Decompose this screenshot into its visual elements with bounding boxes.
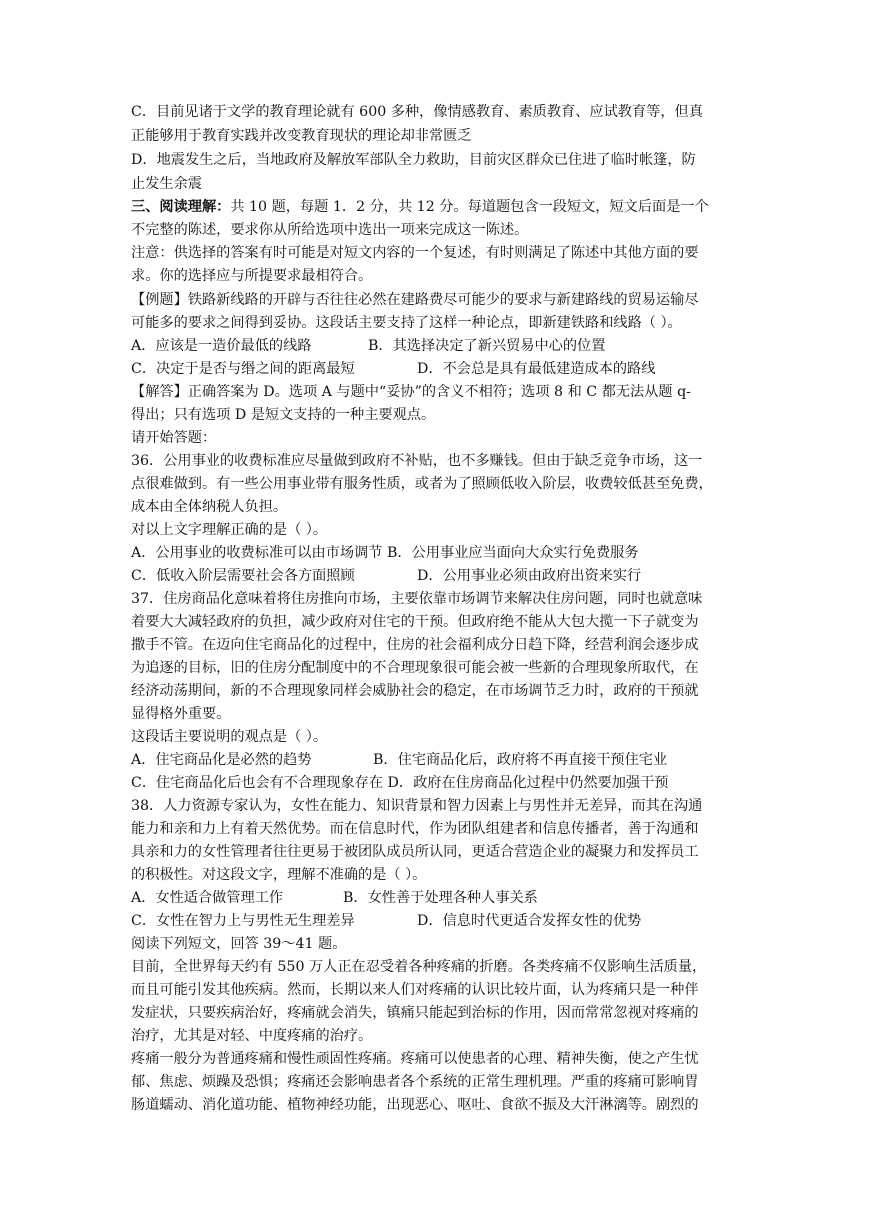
option-b: B．住宅商品化后，政府将不再直接干预住宅业: [373, 752, 668, 768]
text-line: 对以上文字理解正确的是（ ）。: [131, 522, 328, 538]
text-line: 阅读下列短文，回答 39～41 题。: [131, 936, 347, 952]
text-line: 成本由全体纳税人负担。: [131, 499, 288, 515]
text-line: 38．人力资源专家认为，女性在能力、知识背景和智力因素上与男性并无差异，而其在沟通: [131, 798, 703, 814]
text-line: 止发生余震: [131, 176, 202, 192]
option-a: A．住宅商品化是必然的趋势: [131, 752, 312, 768]
option-c: C．决定于是否与缗之间的距离最短: [131, 361, 355, 377]
option-line: [131, 887, 743, 909]
text-line: 撒手不管。在迈向住宅商品化的过程中，住房的社会福利成分日趋下降，经营利润会逐步成: [131, 637, 699, 653]
text-line: 目前，全世界每天约有 550 万人正在忍受着各种疼痛的折磨。各类疼痛不仅影响生活质量，: [131, 959, 707, 975]
text-line: D．地震发生之后，当地政府及解放军部队全力救助，目前灾区群众已住进了临时帐篷，防: [131, 152, 696, 168]
text-line: 求。你的选择应与所提要求最相符合。: [131, 268, 373, 284]
text-line: 请开始答题：: [131, 430, 217, 446]
option-c: C．女性在智力上与男性无生理差异: [131, 913, 355, 929]
section-intro: 共 10 题，每题 1．2 分，共 12 分。每道题包含一段短文，短文后面是一个: [230, 199, 709, 215]
option-line: [131, 565, 743, 587]
text-line: 具亲和力的女性管理者往往更易于被团队成员所认同，更适合营造企业的凝聚力和发挥员工: [131, 844, 699, 860]
text-line: 得出；只有选项 D 是短文支持的一种主要观点。: [131, 407, 436, 423]
option-line: A．公用事业的收费标准可以由市场调节 B．公用事业应当面向大众实行免费服务: [131, 545, 639, 561]
text-line: 经济动荡期间，新的不合理现象同样会威胁社会的稳定，在市场调节乏力时，政府的干预就: [131, 683, 699, 699]
text-line: 而且可能引发其他疾病。然而，长期以来人们对疼痛的认识比较片面，认为疼痛只是一种伴: [131, 982, 699, 998]
text-line: C．目前见诸于文学的教育理论就有 600 多种，像情感教育、素质教育、应试教育等，但真: [131, 104, 703, 120]
option-d: D．信息时代更适合发挥女性的优势: [417, 913, 642, 929]
text-line: 郁、焦虑、烦躁及恐惧；疼痛还会影响患者各个系统的正常生理机理。严重的疼痛可影响胃: [131, 1074, 699, 1090]
text-line: 的积极性。对这段文字，理解不准确的是（ ）。: [131, 867, 427, 883]
text-line: 发症状，只要疾病治好，疼痛就会消失，镇痛只能起到治标的作用，因而常常忽视对疼痛的: [131, 1005, 699, 1021]
text-line: 不完整的陈述，要求你从所给选项中选出一项来完成这一陈述。: [131, 222, 529, 238]
text-line: 疼痛一般分为普通疼痛和慢性顽固性疼痛。疼痛可以使患者的心理、精神失衡，使之产生忧: [131, 1051, 699, 1067]
option-a: A．应该是一造价最低的线路: [131, 338, 312, 354]
text-line: 着要大大减轻政府的负担，减少政府对住宅的干预。但政府绝不能从大包大揽一下子就变为: [131, 614, 699, 630]
option-c: C．低收入阶层需要社会各方面照顾: [131, 568, 355, 584]
option-line: C．住宅商品化后也会有不合理现象存在 D．政府在住房商品化过程中仍然要加强干预: [131, 775, 669, 791]
text-line: 正能够用于教育实践并改变教育现状的理论却非常匮乏: [131, 128, 472, 144]
text-line: 能力和亲和力上有着天然优势。而在信息时代，作为团队组建者和信息传播者，善于沟通和: [131, 821, 699, 837]
option-line: [131, 358, 743, 380]
option-a: A．女性适合做管理工作: [131, 890, 284, 906]
option-line: [131, 335, 743, 357]
option-line: [131, 749, 743, 771]
option-b: B．女性善于处理各种人事关系: [343, 890, 538, 906]
text-line: 点很难做到。有一些公用事业带有服务性质，或者为了照顾低收入阶层，收费较低甚至免费，: [131, 476, 713, 492]
text-line: 这段话主要说明的观点是（ ）。: [131, 729, 328, 745]
option-d: D．不会总是具有最低建造成本的路线: [417, 361, 656, 377]
option-line: [131, 910, 743, 932]
text-line: 【例题】铁路新线路的开辟与否往往必然在建路费尽可能少的要求与新建路线的贸易运输尽: [131, 292, 699, 308]
text-line: 注意：供选择的答案有时可能是对短文内容的一个复述，有时则满足了陈述中其他方面的要: [131, 245, 699, 261]
text-line: 37．住房商品化意味着将住房推向市场，主要依靠市场调节来解决住房问题，同时也就意味: [131, 591, 703, 607]
text-line: 36．公用事业的收费标准应尽量做到政府不补贴，也不多赚钱。但由于缺乏竞争市场，这一: [131, 453, 703, 469]
text-line: 显得格外重要。: [131, 706, 231, 722]
text-line: 治疗，尤其是对轻、中度疼痛的治疗。: [131, 1028, 373, 1044]
section-heading: 三、阅读理解：: [131, 199, 231, 215]
option-b: B．其选择决定了新兴贸易中心的位置: [368, 338, 606, 354]
text-line: 为追逐的目标，旧的住房分配制度中的不合理现象很可能会被一些新的合理现象所取代，在: [131, 660, 699, 676]
text-line: 【解答】正确答案为 D。选项 A 与题中“妥协”的含义不相符；选项 8 和 C 都无法从题 q-: [131, 384, 691, 400]
section-heading-line: [131, 196, 743, 218]
text-line: 肠道蠕动、消化道功能、植物神经功能，出现恶心、呕吐、食欲不振及大汗淋漓等。剧烈的: [131, 1097, 699, 1113]
option-d: D．公用事业必须由政府出资来实行: [417, 568, 642, 584]
text-line: 可能多的要求之间得到妥协。这段话主要支持了这样一种论点，即新建铁路和线路（ ）。: [131, 315, 682, 331]
